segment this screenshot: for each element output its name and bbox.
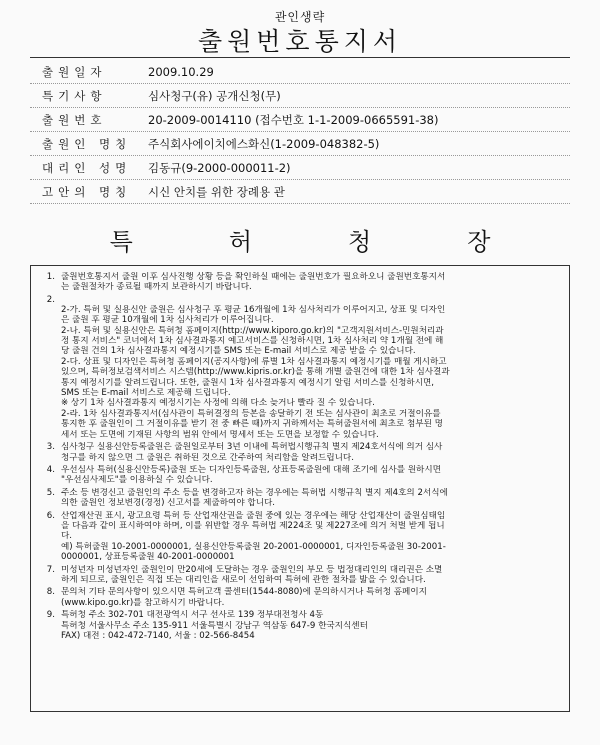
field-value: 20-2009-0014110 (접수번호 1-1-2009-0665591-38): [148, 112, 439, 127]
seal-omitted-text: 관인생략: [274, 10, 326, 24]
note-line: 산업재산권 표시, 광고요령 특허 등 산업재산권을 출원 중에 있는 경우에는 해당 산업재산이 출원심태임: [61, 510, 446, 521]
note-line: 출원번호통지서 출원 이후 심사진행 상황 등을 확인하실 때에는 출원번호가 필요하오니 출원번호통지서: [61, 272, 446, 282]
note-number: 3.: [46, 442, 55, 453]
note-line: FAX) 대전 : 042-472-7140, 서울 : 02-566-8454: [61, 631, 255, 641]
application-info-table: [30, 60, 570, 204]
note-line: 는 출원절차가 종료될 때까지 보관하시기 바랍니다.: [61, 282, 252, 293]
field-row-applicant-name: [30, 132, 570, 156]
notice-box: [30, 265, 570, 712]
note-item-4: [37, 465, 561, 486]
note-number: 2.: [46, 294, 55, 305]
note-number: 1.: [46, 272, 55, 282]
field-value: 주식회사에이치에스화신(1-2009-048382-5): [148, 136, 380, 151]
note-line: 2-다. 상표 및 디자인은 특허청 홈페이지(공지사항)에 류별 1차 심사결과통지 예정시기를 매월 게시하고: [61, 356, 447, 367]
note-line: 우선심사 특허(실용신안등록)출원 또는 디자인등록출원, 상표등록출원에 대해 조기에 심사를 원하시면: [61, 464, 441, 475]
note-line: "우선심사제도"를 이용하실 수 있습니다.: [61, 475, 213, 486]
note-line: 청구를 하지 않으면 그 출원은 취하된 것으로 간주하여 처리함을 알려드립니다.: [61, 452, 354, 463]
field-label: 출원일자: [42, 64, 107, 79]
field-value: 시신 안치를 위한 장례용 관: [148, 184, 285, 199]
note-item-8: [37, 587, 561, 608]
field-label: 고안의 명칭: [42, 184, 132, 199]
note-line: 은 출원 후 평균 10개월에 1차 심사처리가 이루어집니다.: [61, 315, 274, 326]
issuer-title-char: 장: [467, 228, 491, 256]
field-value: 2009.10.29: [148, 64, 214, 79]
field-label: 출원번호: [42, 112, 107, 127]
field-row-agent-name: [30, 156, 570, 180]
note-item-1: [37, 272, 561, 293]
note-item-5: [37, 488, 561, 509]
note-line: 심사청구 실용신안등록출원은 출원일로부터 3년 이내에 특허법시행규칙 별지 제24호서식에 의거 심사: [61, 442, 443, 453]
note-line: 2-라. 1차 심사결과통지서(심사관이 특허결정의 등본을 송달하기 전 또는 심사관이 최초로 거절이유를: [61, 408, 441, 419]
note-item-6: [37, 511, 561, 563]
note-line: 미성년자 미성년자인 출원인이 만20세에 도달하는 경우 출원인의 부모 등 법정대리인의 대리권은 소멸: [61, 564, 443, 575]
top-divider: [30, 57, 570, 58]
note-number: 7.: [46, 564, 55, 575]
note-number: 5.: [46, 487, 55, 498]
field-row-application-number: [30, 108, 570, 132]
note-line: ※ 상기 1차 심사결과통지 예정시기는 사정에 의해 다소 늦거나 빨라 질 수 있습니다.: [61, 398, 375, 409]
note-line: 통지 예정시기를 알려드립니다. 또한, 출원시 1차 심사결과통지 예정시기 알림 서비스를 신청하시면,: [61, 377, 435, 388]
note-line: 당 출원 건의 1차 심사결과통지 예정시기를 SMS 또는 E-mail 서비스로 제공 받을 수 있습니다.: [61, 346, 416, 357]
page-title: 출원번호통지서: [197, 27, 403, 56]
issuer-title-char: 특: [109, 228, 133, 256]
note-line: 특허청 서울사무소 주소 135-911 서울특별시 강남구 역삼동 647-9 한국지식센터: [61, 620, 368, 631]
issuer-title: [0, 222, 600, 257]
field-value: 김동규(9-2000-000011-2): [148, 160, 291, 175]
note-line: 2-나. 특허 및 실용신안은 특허청 홈페이지(http://www.kiporo.go.kr)의 "고객지원서비스-민원처리과: [61, 325, 444, 336]
note-line: 통지한 후 출원인이 그 거절이유를 받기 전 중 빠른 때)까지 귀하께서는 특허출원서에 최초로 첨부된 명: [61, 419, 443, 430]
note-line: 2-가. 특허 및 실용신안 출원은 심사청구 후 평균 16개월에 1차 심사처리가 이루어지고, 상표 및 디자인: [61, 304, 446, 315]
note-number: 4.: [46, 464, 55, 475]
issuer-title-char: 허: [228, 228, 252, 256]
note-line: SMS 또는 E-mail 서비스로 제공해 드립니다.: [61, 388, 231, 399]
note-item-9: [37, 610, 561, 641]
field-row-special-notes: [30, 84, 570, 108]
note-line: 다.: [61, 531, 73, 542]
note-item-3: [37, 442, 561, 463]
note-line: 을 다음과 같이 표시하여야 하며, 이를 위반할 경우 특허법 제224조 및 제227조에 의거 처벌 받게 됩니: [61, 520, 445, 531]
note-line: 0000001, 상표등록출원 40-2001-0000001: [61, 552, 235, 563]
note-line: 있으며, 특허정보검색서비스 시스템(http://www.kipris.or.kr)을 통해 개별 출원건에 대한 1차 심사결과: [61, 367, 450, 378]
note-item-2: [37, 295, 561, 440]
note-number: 8.: [46, 587, 55, 598]
note-line: 세서 또는 도면에 기재된 사항의 범위 안에서 명세서 또는 도면을 보정할 수 있습니다.: [61, 429, 379, 440]
field-row-device-title: [30, 180, 570, 204]
note-line: 문의처 기타 문의사항이 있으시면 특허고객 콜센터(1544-8080)에 문의하시거나 특허청 홈페이지: [61, 587, 427, 598]
field-label: 출원인 명칭: [42, 136, 132, 151]
field-label: 대리인 성명: [42, 160, 132, 175]
field-value: 심사청구(유) 공개신청(무): [148, 88, 281, 103]
note-number: 6.: [46, 510, 55, 521]
issuer-title-char: 청: [348, 228, 372, 256]
note-item-7: [37, 565, 561, 586]
note-line: [61, 295, 561, 305]
note-number: 9.: [46, 610, 55, 621]
note-line: (www.kipo.go.kr)를 참고하시기 바랍니다.: [61, 597, 225, 608]
note-line: 하게 되므로, 출원인은 직접 또는 대리인을 새로이 선임하여 특허에 관한 절차를 밟을 수 있습니다.: [61, 574, 426, 585]
note-line: 의한 출원인 정보변경(경정) 신고서를 제출하여야 합니다.: [61, 498, 276, 509]
note-line: 예) 특허출원 10-2001-0000001, 실용신안등록출원 20-2001-0000001, 디자인등록출원 30-2001-: [61, 541, 446, 552]
field-row-filing-date: [30, 60, 570, 84]
note-line: 주소 등 변경신고 출원인의 주소 등을 변경하고자 하는 경우에는 특허법 시행규칙 별지 제4호의 2서식에: [61, 487, 448, 498]
field-label: 특기사항: [42, 88, 107, 103]
note-line: 정 통지 서비스" 코너에서 1차 심사결과통지 예고서비스를 신청하시면, 1차 심사처리 약 1개월 전에 해: [61, 336, 444, 347]
note-line: 특허청 주소 302-701 대전광역시 서구 선사로 139 정부대전청사 4동: [61, 610, 324, 621]
